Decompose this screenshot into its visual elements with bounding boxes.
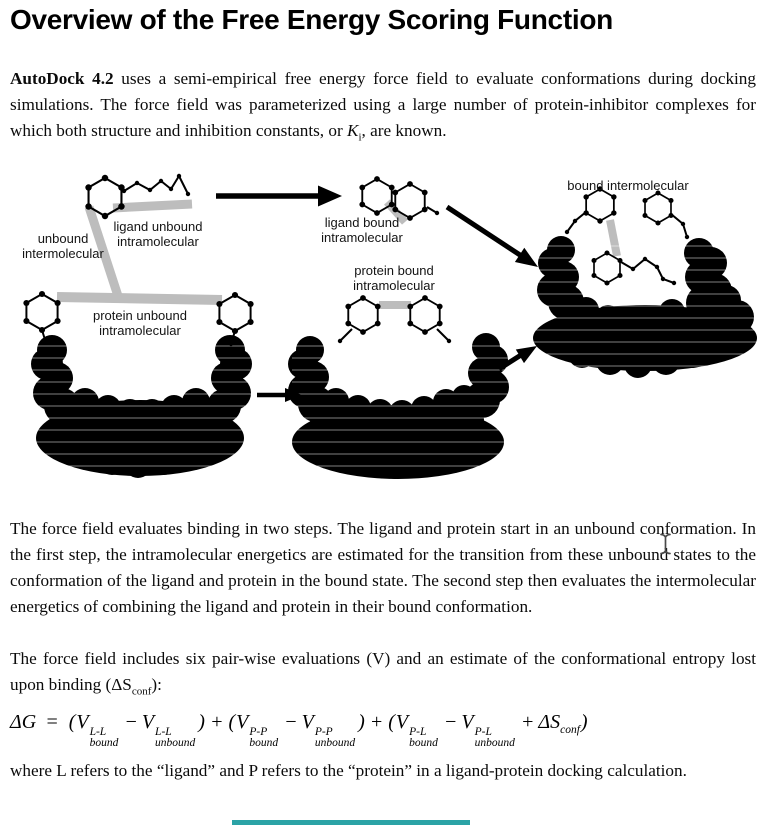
- label-unbound-inter-2: intermolecular: [22, 246, 104, 261]
- eq-minus: −: [124, 711, 138, 733]
- intro-text-a: uses a semi-empirical free energy force field to evaluate conformations during docking simulations. The force field was parameterized using a large number of protein-inhibitor complexes for which both structure and inhibition constants, or: [10, 69, 756, 140]
- eq-term-pl-unbound: V P-L unbound: [461, 711, 515, 749]
- eq-plus: +: [209, 711, 224, 733]
- label-protein-bound-2: intramolecular: [353, 278, 435, 293]
- conf-subscript: conf: [131, 685, 152, 698]
- ki-symbol: K: [347, 121, 359, 140]
- complex-pocket-molecules: [565, 186, 689, 285]
- docking-diagram: [0, 150, 764, 502]
- label-ligand-unbound-2: intramolecular: [117, 234, 199, 249]
- where-paragraph: where L refers to the “ligand” and P refers to the “protein” in a ligand-protein docking calculation.: [10, 761, 687, 780]
- label-ligand-unbound-1: ligand unbound: [113, 219, 203, 234]
- free-energy-equation: [10, 711, 589, 748]
- eq-conf-subscript: conf: [560, 724, 580, 736]
- eq-plus-2: +: [369, 711, 384, 733]
- eq-open-paren-3: (: [388, 711, 395, 733]
- eq-close-paren-3: ): [580, 711, 588, 733]
- intro-text-b: , are known.: [361, 121, 447, 140]
- eq-term-pp-bound: V P-P bound: [236, 711, 279, 749]
- eq-delta-g: ΔG: [10, 711, 37, 733]
- label-protein-unbound-2: intramolecular: [99, 323, 181, 338]
- ligand-molecule-unbound: [85, 174, 190, 219]
- steps-paragraph: The force field evaluates binding in two steps. The ligand and protein start in an unbound conformation. In the first step, the intramolecular energetics are estimated for the transition from these unbound states to the conformation of the ligand and protein in the bound state. The second step then evaluates the intermolecular energetics of combining the ligand and protein in their bound conformation.: [10, 519, 756, 616]
- eq-term-pp-unbound: V P-P unbound: [301, 711, 356, 749]
- label-protein-bound-1: protein bound: [354, 263, 434, 278]
- eq-close-paren-2: ): [358, 711, 365, 733]
- label-ligand-bound-2: intramolecular: [321, 230, 403, 245]
- label-bound-inter: bound intermolecular: [567, 178, 689, 193]
- taskbar-edge-fragment[interactable]: [232, 820, 470, 825]
- label-unbound-inter-1: unbound: [37, 231, 89, 246]
- pairwise-text-b: ):: [151, 675, 162, 694]
- pairwise-text-a: The force field includes six pair-wise evaluations (V) and an estimate of the conformational entropy lost upon binding (ΔS: [10, 649, 756, 694]
- arrow-ligand-unbound-to-bound: [216, 186, 342, 207]
- eq-equals: =: [45, 711, 59, 733]
- label-ligand-bound-1: ligand bound: [324, 215, 400, 230]
- eq-minus-3: −: [443, 711, 458, 733]
- label-protein-unbound-1: protein unbound: [93, 308, 187, 323]
- ki-subscript: i: [358, 131, 362, 144]
- intro-paragraph: [10, 66, 756, 144]
- eq-minus-2: −: [284, 711, 298, 733]
- pairwise-paragraph: [10, 646, 756, 698]
- eq-term-ll-bound: V L-L bound: [76, 711, 119, 749]
- eq-delta-s: ΔS: [538, 711, 561, 733]
- eq-term-ll-unbound: V L-L unbound: [141, 711, 196, 749]
- eq-open-paren: (: [68, 711, 76, 733]
- ibeam-cursor: [659, 533, 672, 555]
- autodock-bold: AutoDock 4.2: [10, 69, 114, 88]
- page-title: Overview of the Free Energy Scoring Function: [10, 4, 613, 35]
- eq-close-paren: ): [198, 711, 205, 733]
- eq-term-pl-bound: V P-L bound: [395, 711, 438, 749]
- arrow-ligand-to-complex: [447, 207, 538, 267]
- eq-open-paren-2: (: [228, 711, 236, 733]
- eq-plus-3: +: [520, 711, 535, 733]
